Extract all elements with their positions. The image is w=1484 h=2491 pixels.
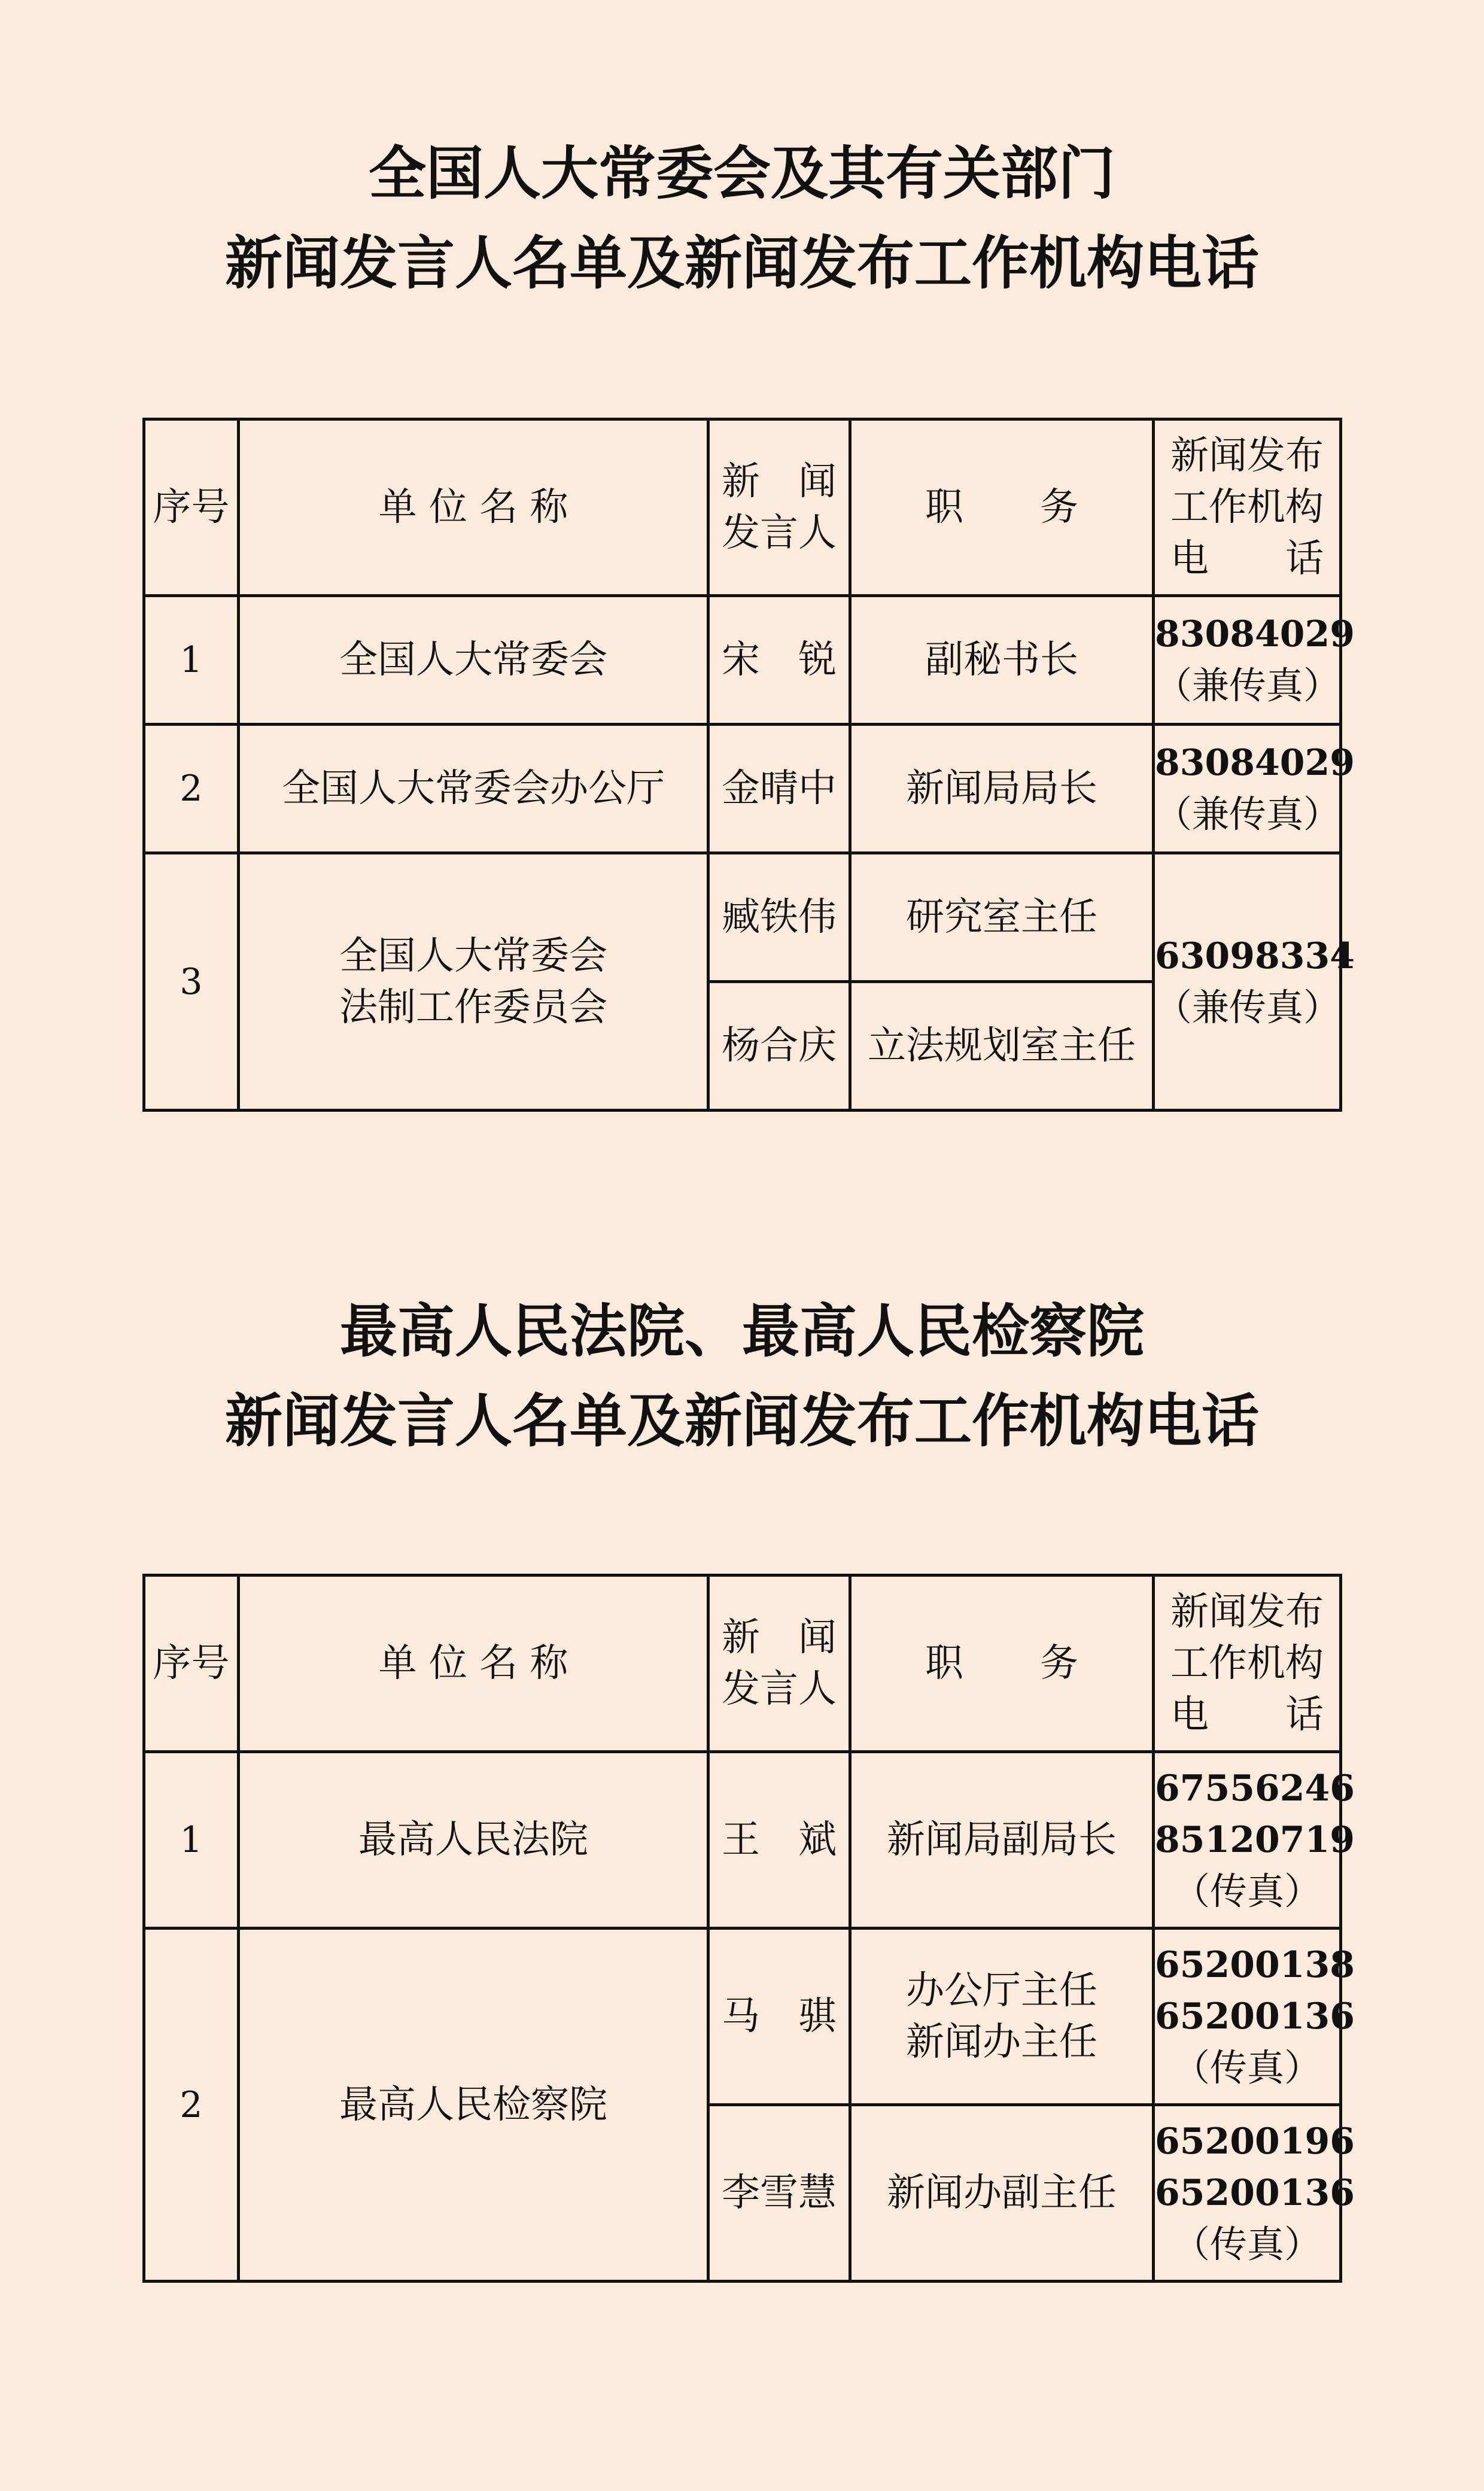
tel-note: （兼传真）: [1155, 664, 1341, 707]
row-no: 2: [144, 1929, 239, 2282]
header-speaker: [708, 419, 850, 596]
header-speaker-line2: 发言人: [722, 1667, 837, 1711]
header-position: 职 务: [850, 419, 1154, 596]
row-tel: [1154, 596, 1355, 725]
tel-number: 65200136: [1155, 2172, 1355, 2214]
row-unit-line1: 全国人大常委会: [339, 933, 607, 978]
header-unit: 单 位 名 称: [239, 419, 708, 596]
row-position: 新闻局副局长: [850, 1752, 1154, 1929]
row-position: 副秘书长: [850, 596, 1154, 725]
table-row: [144, 1752, 1341, 1929]
row-no: 3: [144, 853, 239, 1111]
header-speaker-line1: 新 闻: [722, 1616, 837, 1660]
row-speaker: 金晴中: [708, 725, 850, 853]
row-unit: [239, 853, 708, 1111]
row-unit: 全国人大常委会: [239, 596, 708, 725]
row-speaker: 宋 锐: [708, 596, 850, 725]
row-tel: [1154, 1929, 1355, 2105]
table-row: [144, 1929, 1341, 2105]
section2-title: [0, 1286, 1484, 1466]
header-tel-line1: 新闻发布: [1170, 434, 1324, 478]
tel-number: 85120719: [1155, 1819, 1355, 1861]
row-position-line2: 新闻办主任: [906, 2020, 1097, 2064]
row-tel: [1154, 853, 1355, 1111]
tel-number: 63098334: [1155, 935, 1355, 977]
court-procuratorate-spokesperson-table: [142, 1574, 1355, 2283]
header-position: 职 务: [850, 1575, 1154, 1752]
row-speaker: 李雪慧: [708, 2105, 850, 2282]
row-position: 研究室主任: [850, 853, 1154, 982]
tel-number: 65200136: [1155, 1996, 1355, 2037]
table-row: [144, 596, 1341, 725]
row-no: 1: [144, 1752, 239, 1929]
row-speaker: 王 斌: [708, 1752, 850, 1929]
header-tel: [1154, 419, 1341, 596]
header-speaker: [708, 1575, 850, 1752]
section1-title-line1: 全国人大常委会及其有关部门: [369, 140, 1115, 207]
row-position-line1: 办公厅主任: [906, 1969, 1097, 2013]
row-speaker: 马 骐: [708, 1929, 850, 2105]
row-no: 1: [144, 596, 239, 725]
header-no: 序号: [144, 1575, 239, 1752]
npc-spokesperson-table: [142, 418, 1355, 1112]
row-speaker: 臧铁伟: [708, 853, 850, 982]
row-position: 新闻局局长: [850, 725, 1154, 853]
row-tel: [1154, 2105, 1355, 2282]
row-position: 立法规划室主任: [850, 982, 1154, 1111]
header-tel-line2: 工作机构: [1170, 485, 1324, 530]
row-tel: [1154, 1752, 1355, 1929]
header-speaker-line2: 发言人: [722, 511, 837, 555]
tel-note: （兼传真）: [1155, 792, 1341, 836]
tel-note: （传真）: [1172, 2222, 1321, 2266]
row-no: 2: [144, 725, 239, 853]
header-tel: [1154, 1575, 1341, 1752]
tel-number: 83084029: [1155, 613, 1355, 655]
row-speaker: 杨合庆: [708, 982, 850, 1111]
tel-number: 65200196: [1155, 2121, 1355, 2162]
header-tel-line3: 电 话: [1170, 1693, 1324, 1737]
header-tel-line2: 工作机构: [1170, 1641, 1324, 1686]
tel-number: 65200138: [1155, 1944, 1355, 1986]
row-unit: 最高人民检察院: [239, 1929, 708, 2282]
header-tel-line1: 新闻发布: [1170, 1590, 1324, 1634]
header-tel-line3: 电 话: [1170, 537, 1324, 581]
table-header-row: [144, 1575, 1341, 1752]
section1-title: [0, 129, 1484, 308]
row-position: [850, 1929, 1154, 2105]
row-unit: 最高人民法院: [239, 1752, 708, 1929]
header-speaker-line1: 新 闻: [722, 460, 837, 504]
tel-note: （传真）: [1172, 1869, 1321, 1913]
section2-title-line2: 新闻发言人名单及新闻发布工作机构电话: [225, 1388, 1259, 1455]
row-unit: 全国人大常委会办公厅: [239, 725, 708, 853]
row-unit-line2: 法制工作委员会: [339, 985, 607, 1030]
table-row: [144, 725, 1341, 853]
tel-note: （兼传真）: [1155, 985, 1341, 1029]
header-no: 序号: [144, 419, 239, 596]
tel-number: 83084029: [1155, 742, 1355, 784]
section2-title-line1: 最高人民法院、最高人民检察院: [340, 1298, 1144, 1365]
tel-note: （传真）: [1172, 2046, 1321, 2089]
row-position: 新闻办副主任: [850, 2105, 1154, 2282]
row-tel: [1154, 725, 1355, 853]
table-header-row: [144, 419, 1341, 596]
section1-title-line2: 新闻发言人名单及新闻发布工作机构电话: [225, 230, 1259, 297]
table-row: [144, 853, 1341, 982]
header-unit: 单 位 名 称: [239, 1575, 708, 1752]
tel-number: 67556246: [1155, 1768, 1355, 1809]
